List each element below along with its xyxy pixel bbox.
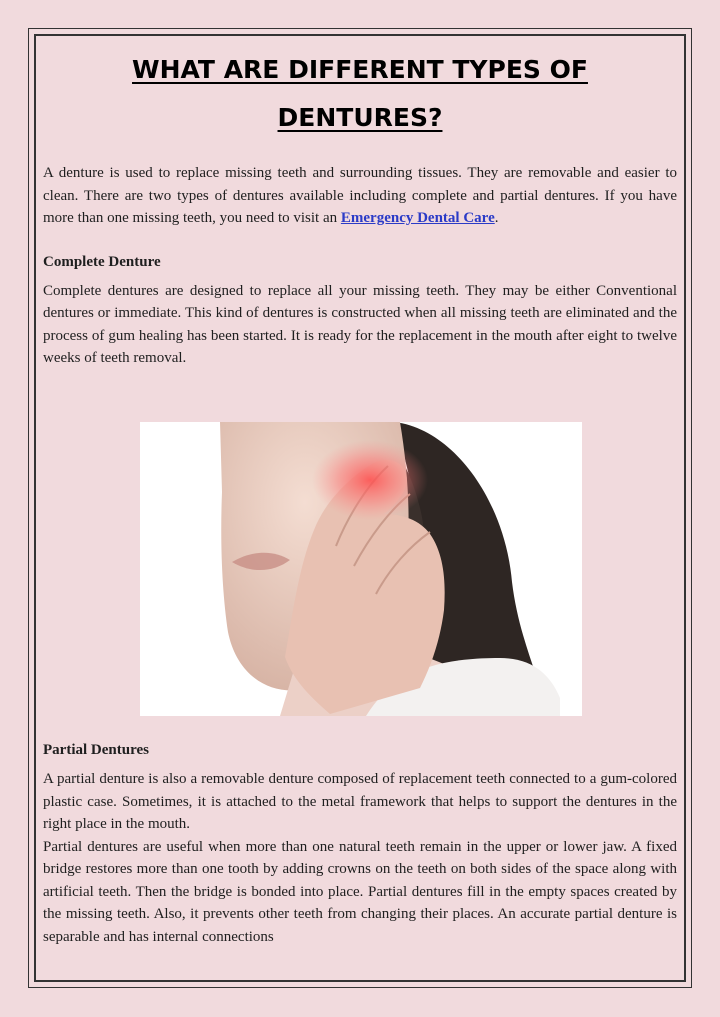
intro-end: . (494, 210, 499, 226)
emergency-dental-care-link[interactable]: Emergency Dental Care (340, 210, 495, 226)
partial-dentures-section (43, 739, 677, 948)
intro-paragraph (43, 162, 677, 230)
document-body (43, 46, 677, 976)
complete-denture-paragraph: Complete dentures are designed to replace all your missing teeth. They may be either Conventional dentures or immediate. This kind of dentures is constructed when all missing teeth are eliminated and the process of gum healing has been started. It is ready for the replacement in the mouth after eight to twelve weeks of teeth removal. (43, 282, 677, 366)
partial-denture-paragraph-1: A partial denture is also a removable denture composed of replacement teeth connected to a gum-colored plastic case. Sometimes, it is attached to the metal framework that helps to support the dentures in the right place in the mouth. (43, 771, 677, 832)
tooth-pain-photo (140, 422, 582, 716)
section-heading-partial-dentures: Partial Dentures (43, 742, 149, 758)
title-line-2: DENTURES? (277, 103, 443, 132)
title-line-1: WHAT ARE DIFFERENT TYPES OF (132, 55, 588, 84)
partial-denture-paragraph-2: Partial dentures are useful when more than one natural teeth remain in the upper or lower jaw. A fixed bridge restores more than one tooth by adding crowns on the teeth on both sides of the space along with artificial teeth. Then the bridge is bonded into place. Partial dentures fill in the empty spaces created by the missing teeth. Also, it prevents other teeth from changing their places. An accurate partial denture is separable and has internal connections (43, 838, 677, 945)
intro-text: A denture is used to replace missing teeth and surrounding tissues. They are removable and easier to clean. There are two types of dentures available including complete and partial dentures. If you have more than one missing teeth, you need to visit an (43, 165, 677, 226)
page-title (43, 46, 677, 142)
section-heading-complete-denture: Complete Denture (43, 253, 161, 270)
toothache-illustration (140, 422, 582, 716)
